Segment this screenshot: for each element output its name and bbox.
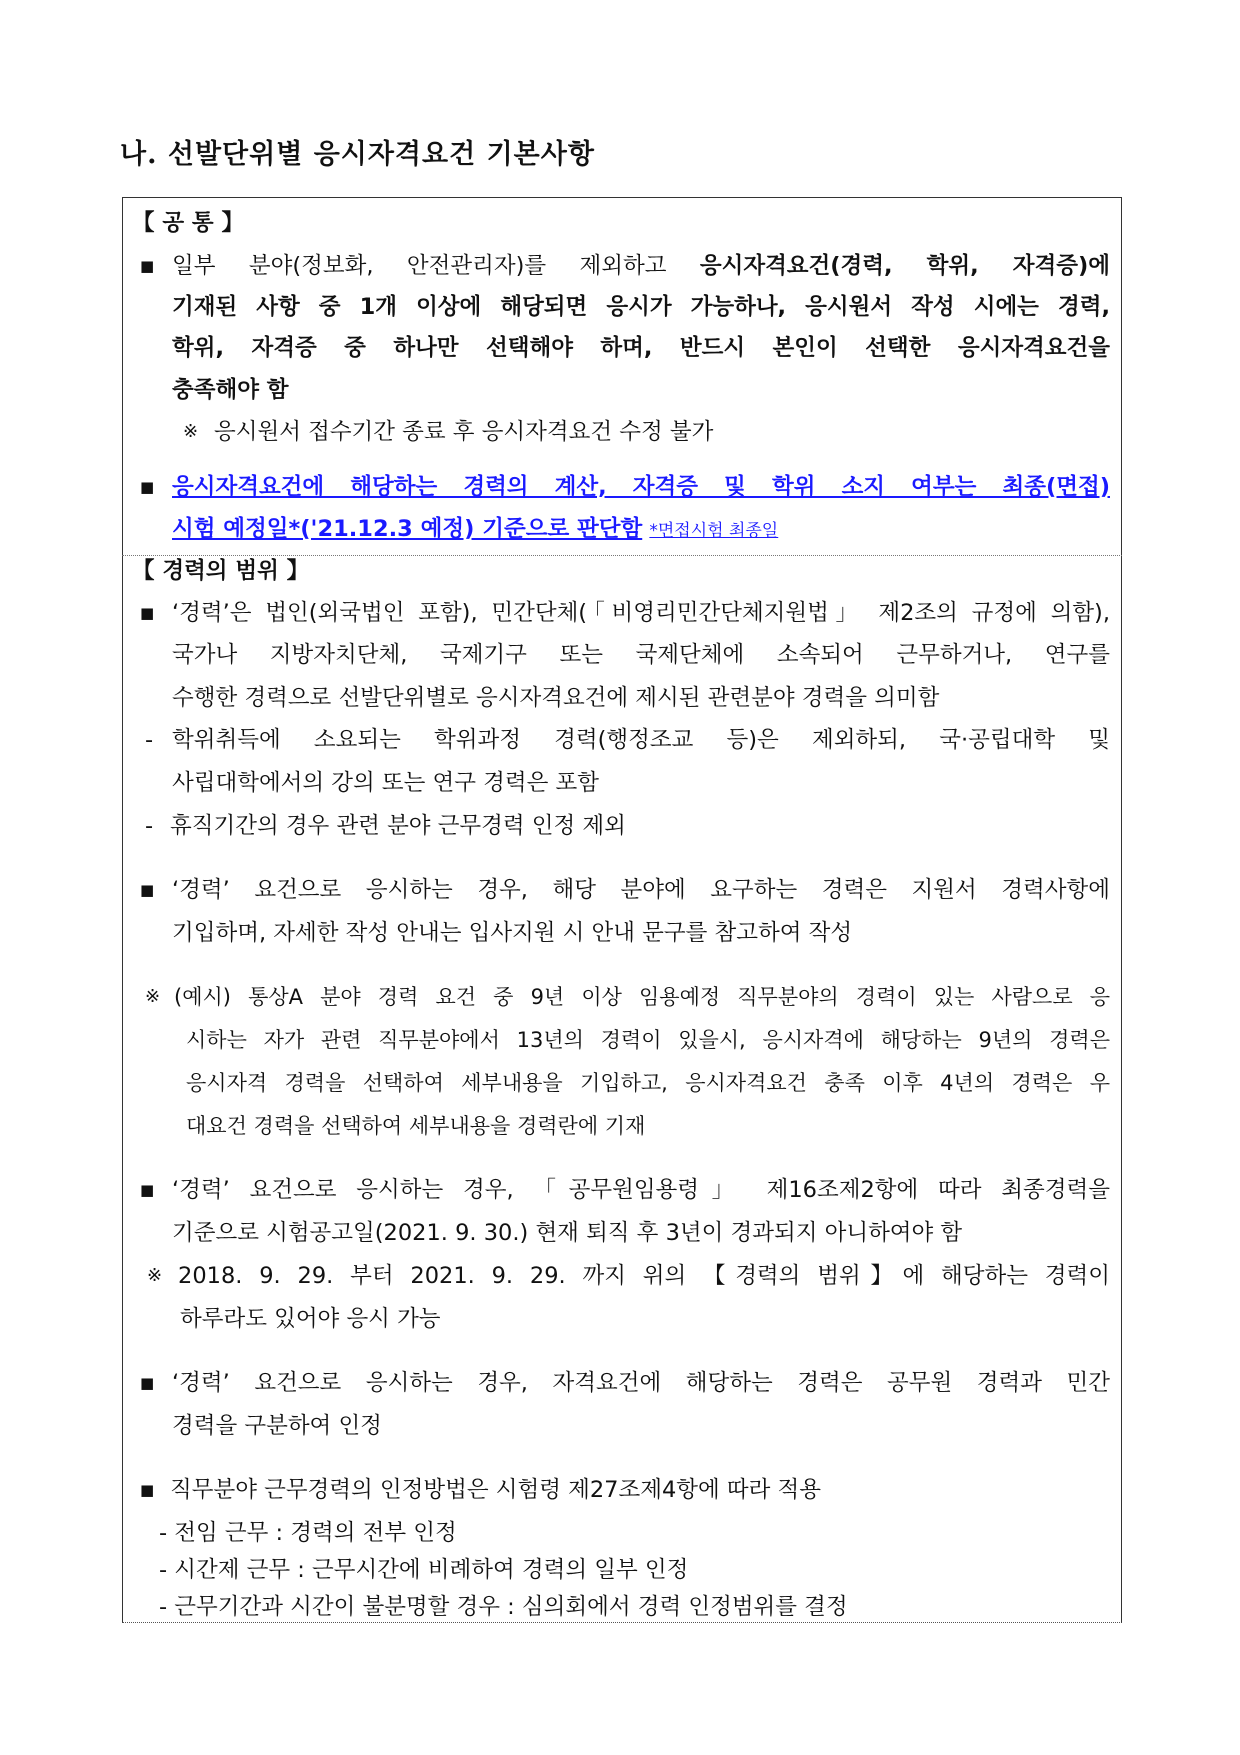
- career-example-line2: 시하는 자가 관련 직무분야에서 13년의 경력이 있을시, 응시자격에 해당하는 9년의 경력은: [186, 1028, 1110, 1052]
- career-b1-line1: ‘경력’은 법인(외국법인 포함), 민간단체(「비영리민간단체지원법」 제2조의 규정에 의함),: [172, 600, 1110, 626]
- bullet-square-icon: ■: [140, 478, 155, 496]
- bullet-square-icon: ■: [140, 1481, 155, 1499]
- career-b5: 직무분야 근무경력의 인정방법은 시험령 제27조제4항에 따라 적용: [170, 1477, 821, 1503]
- career-b3-line1: ‘경력’ 요건으로 응시하는 경우, 「공무원임용령」 제16조제2항에 따라 최종경력을: [172, 1177, 1110, 1203]
- dash-mark: -: [145, 813, 154, 839]
- career-b1-line3: 수행한 경력으로 선발단위별로 응시자격요건에 제시된 관련분야 경력을 의미함: [172, 685, 940, 711]
- footnote: *면접시험 최종일: [649, 521, 779, 541]
- common-bullet1-line2: 기재된 사항 중 1개 이상에 해당되면 응시가 가능하나, 응시원서 작성 시에는 경력,: [172, 294, 1110, 320]
- section-title: 나. 선발단위별 응시자격요건 기본사항: [120, 139, 595, 170]
- common-heading: 【 공 통 】: [132, 210, 244, 236]
- dash-mark: -: [145, 727, 154, 753]
- requirements-box: [122, 197, 1122, 1623]
- bullet-square-icon: ■: [140, 1181, 155, 1199]
- text: 일부 분야(정보화, 안전관리자)를 제외하고: [172, 253, 700, 279]
- common-bullet2-line1: 응시자격요건에 해당하는 경력의 계산, 자격증 및 학위 소지 여부는 최종(면접): [172, 474, 1110, 500]
- career-example-line1: (예시) 통상A 분야 경력 요건 중 9년 이상 임용예정 직무분야의 경력이 있는 사람으로 응: [174, 985, 1110, 1009]
- method-parttime: - 시간제 근무 : 근무시간에 비례하여 경력의 일부 인정: [159, 1557, 689, 1583]
- career-b4-line1: ‘경력’ 요건으로 응시하는 경우, 자격요건에 해당하는 경력은 공무원 경력과 민간: [172, 1370, 1110, 1396]
- career-d1-line2: 사립대학에서의 강의 또는 연구 경력은 포함: [172, 770, 599, 796]
- career-d2: 휴직기간의 경우 관련 분야 근무경력 인정 제외: [170, 813, 626, 839]
- career-b3-line2: 기준으로 시험공고일(2021. 9. 30.) 현재 퇴직 후 3년이 경과되지 아니하여야 함: [172, 1220, 963, 1246]
- career-note2-line1: 2018. 9. 29. 부터 2021. 9. 29. 까지 위의 【경력의 범위】에 해당하는 경력이: [178, 1263, 1110, 1289]
- common-bullet1-line1: [172, 251, 1110, 281]
- bullet-square-icon: ■: [140, 1374, 155, 1392]
- reference-mark-icon: ※: [147, 1265, 163, 1286]
- career-note2-line2: 하루라도 있어야 응시 가능: [180, 1306, 441, 1332]
- common-bullet1-line3: 학위, 자격증 중 하나만 선택해야 하며, 반드시 본인이 선택한 응시자격요건을: [172, 335, 1110, 361]
- career-heading: 【 경력의 범위 】: [132, 558, 310, 584]
- career-b1-line2: 국가나 지방자치단체, 국제기구 또는 국제단체에 소속되어 근무하거나, 연구를: [172, 642, 1110, 668]
- common-bullet2-line2: [172, 514, 778, 546]
- career-example-line4: 대요건 경력을 선택하여 세부내용을 경력란에 기재: [186, 1114, 646, 1138]
- common-note: 응시원서 접수기간 종료 후 응시자격요건 수정 불가: [214, 419, 714, 445]
- bullet-square-icon: ■: [140, 604, 155, 622]
- career-d1-line1: 학위취득에 소요되는 학위과정 경력(행정조교 등)은 제외하되, 국·공립대학 및: [172, 727, 1110, 753]
- text-link: 시험 예정일*('21.12.3 예정) 기준으로 판단함: [172, 516, 643, 542]
- method-fulltime: - 전임 근무 : 경력의 전부 인정: [159, 1520, 457, 1546]
- bullet-square-icon: ■: [140, 881, 155, 899]
- reference-mark-icon: ※: [145, 986, 161, 1007]
- reference-mark-icon: ※: [183, 421, 199, 442]
- career-b4-line2: 경력을 구분하여 인정: [172, 1413, 382, 1439]
- text-bold: 응시자격요건(경력, 학위, 자격증)에: [699, 253, 1110, 279]
- career-example-line3: 응시자격 경력을 선택하여 세부내용을 기입하고, 응시자격요건 충족 이후 4년의 경력은 우: [186, 1071, 1110, 1095]
- career-b2-line2: 기입하며, 자세한 작성 안내는 입사지원 시 안내 문구를 참고하여 작성: [172, 920, 853, 946]
- career-b2-line1: ‘경력’ 요건으로 응시하는 경우, 해당 분야에 요구하는 경력은 지원서 경력사항에: [172, 877, 1110, 903]
- method-unclear: - 근무기간과 시간이 불분명할 경우 : 심의회에서 경력 인정범위를 결정: [159, 1594, 848, 1620]
- common-bullet1-line4: 충족해야 함: [172, 377, 289, 403]
- bullet-square-icon: ■: [140, 257, 155, 275]
